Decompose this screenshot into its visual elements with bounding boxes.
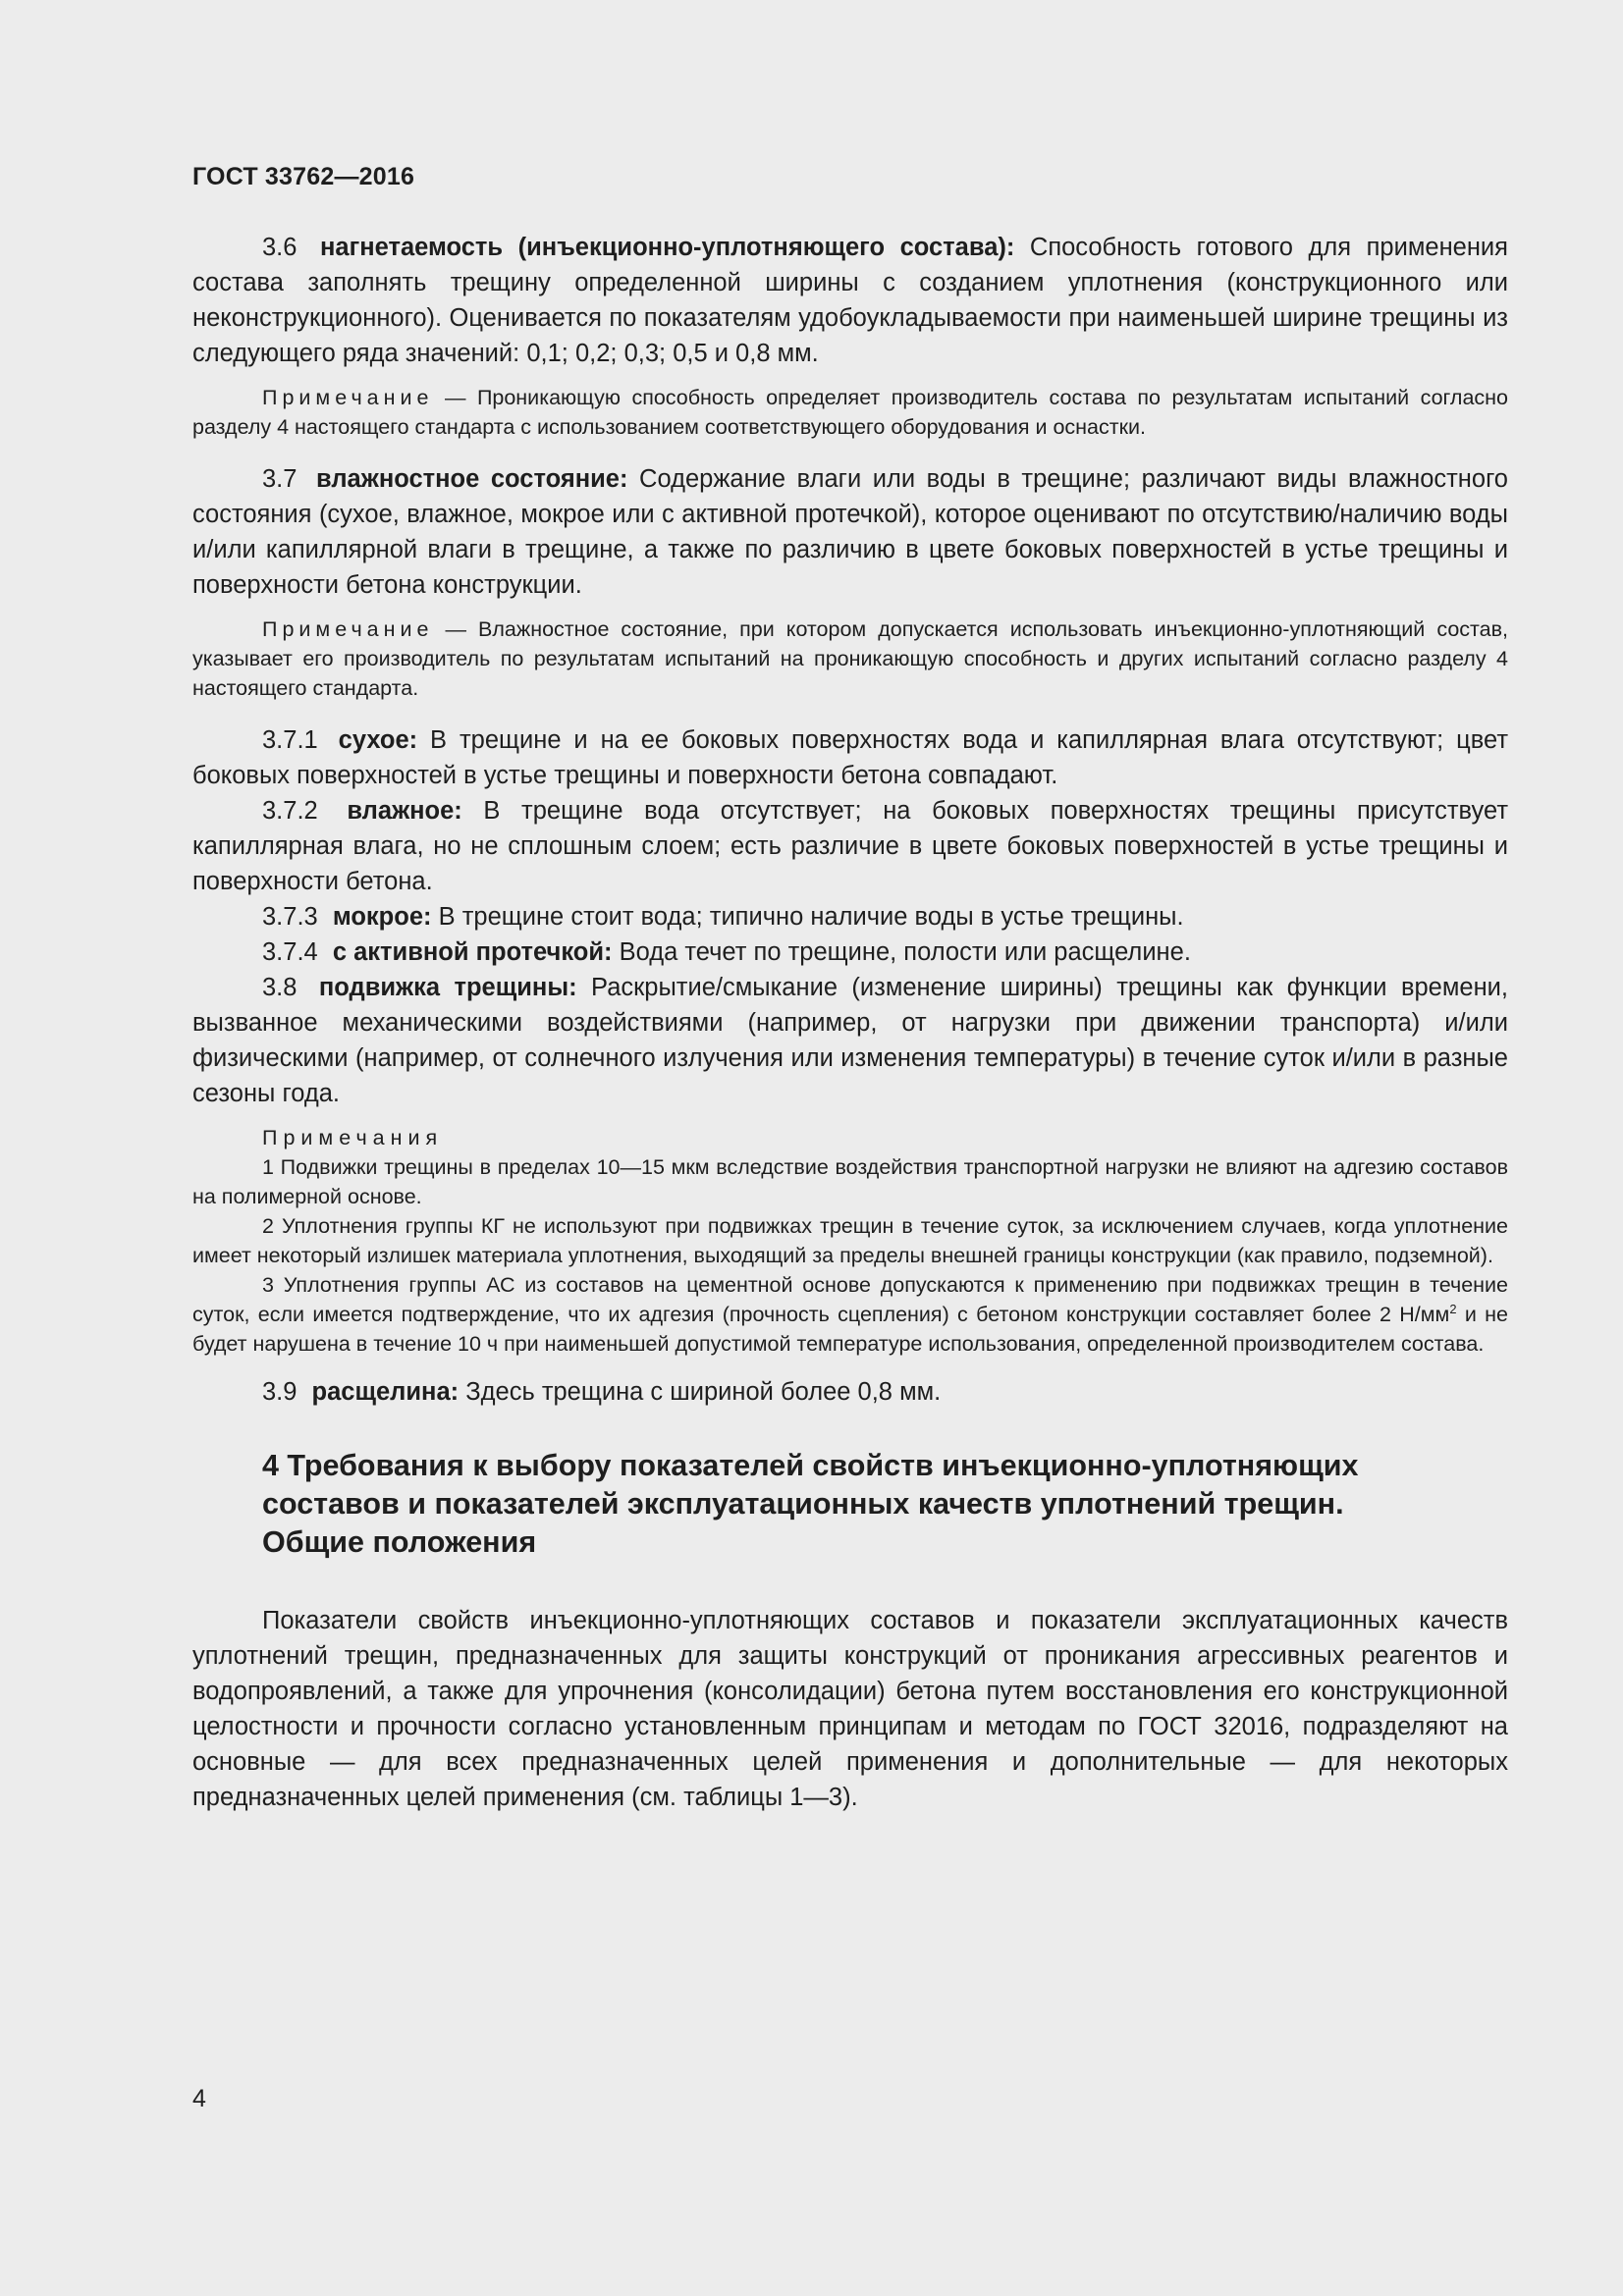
section-title-line: составов и показателей эксплуатационных качеств уплотнений трещин. xyxy=(262,1487,1344,1521)
clause-number: 3.8 xyxy=(262,974,298,1001)
note-item-2: 2 Уплотнения группы КГ не используют при подвижках трещин в течение суток, за исключением случаев, когда уплотнение имеет некоторый излишек материала уплотнения, выходящий за пределы внешней границы конструкции (как правило, подземной). xyxy=(192,1214,1508,1267)
clause-number: 3.9 xyxy=(262,1378,298,1406)
section-title-line: Общие положения xyxy=(262,1525,537,1559)
clause-term: влажностное состояние: xyxy=(316,465,628,493)
note-text: — Влажностное состояние, при котором допускается использовать инъекционно-уплотняющий состав, указывает его производитель по результатам испытаний на проникающую способность и других испытаний согласно разделу 4 настоящего стандарта. xyxy=(192,617,1508,700)
notes-3-8 xyxy=(192,1123,1508,1359)
clause-3-7-3 xyxy=(192,899,1508,934)
clause-text: Здесь трещина с шириной более 0,8 мм. xyxy=(465,1378,942,1406)
clause-term: с активной протечкой: xyxy=(332,938,613,966)
document-code-header: ГОСТ 33762—2016 xyxy=(192,163,415,190)
clause-3-6 xyxy=(192,230,1508,371)
clause-number: 3.7.2 xyxy=(262,797,318,825)
clause-3-7 xyxy=(192,461,1508,603)
note-label: Примечание xyxy=(262,386,434,409)
clause-term: нагнетаемость (инъекционно-уплотняющего состава): xyxy=(320,234,1015,261)
note-item-3-part-a: 3 Уплотнения группы АС из составов на цементной основе допускаются к применению при подвижках трещин в течение суток, если имеется подтверждение, что их адгезия (прочность сцепления) с бетоном конструкции составляет более 2 Н/мм xyxy=(192,1273,1508,1326)
note-label: Примечание xyxy=(262,617,434,641)
clause-term: расщелина: xyxy=(311,1378,460,1406)
clause-term: влажное: xyxy=(347,797,462,825)
clause-text: Вода течет по трещине, полости или расщелине. xyxy=(619,938,1191,966)
note-text: — Проникающую способность определяет производитель состава по результатам испытаний согласно разделу 4 настоящего стандарта с использованием соответствующего оборудования и оснастки. xyxy=(192,386,1508,439)
clause-term: подвижка трещины: xyxy=(318,974,577,1001)
note-item-1: 1 Подвижки трещины в пределах 10—15 мкм вследствие воздействия транспортной нагрузки не влияют на адгезию составов на полимерной основе. xyxy=(192,1155,1508,1208)
section-4-body: Показатели свойств инъекционно-уплотняющих составов и показатели эксплуатационных качеств уплотнений трещин, предназначенных для защиты конструкций от проникания агрессивных реагентов и водопроявлений, а также для упрочнения (консолидации) бетона путем восстановления его конструкционной целостности и прочности согласно установленным принципам и методам по ГОСТ 32016, подразделяют на основные — для всех предназначенных целей применения и дополнительные — для некоторых предназначенных целей применения (см. таблицы 1—3). xyxy=(192,1607,1508,1811)
clause-text: В трещине и на ее боковых поверхностях вода и капиллярная влага отсутствуют; цвет боковых поверхностей в устье трещины и поверхности бетона совпадают. xyxy=(192,726,1508,789)
clause-text: Раскрытие/смыкание (изменение ширины) трещины как функции времени, вызванное механическими воздействиями (например, от нагрузки при движении транспорта) и/или физическими (например, от солнечного излучения или изменения температуры) в течение суток и/или в разные сезоны года. xyxy=(192,974,1508,1107)
document-body xyxy=(192,230,1508,1827)
clause-text: В трещине вода отсутствует; на боковых поверхностях трещины присутствует капиллярная влага, но не сплошным слоем; есть различие в цвете боковых поверхностей в устье трещины и поверхности бетона. xyxy=(192,797,1508,895)
clause-term: мокрое: xyxy=(332,903,432,931)
clause-text: Содержание влаги или воды в трещине; различают виды влажностного состояния (сухое, влажное, мокрое или с активной протечкой), которое оценивают по отсутствию/наличию воды и/или капиллярной влаги в трещине, а также по различию в цвете боковых поверхностей в устье трещины и поверхности бетона конструкции. xyxy=(192,465,1508,599)
clause-text: В трещине стоит вода; типично наличие воды в устье трещины. xyxy=(438,903,1184,931)
clause-number: 3.7.3 xyxy=(262,903,318,931)
clause-number: 3.7.4 xyxy=(262,938,318,966)
clause-number: 3.7 xyxy=(262,465,298,493)
page-number: 4 xyxy=(192,2085,206,2112)
clause-number: 3.6 xyxy=(262,234,298,261)
clause-term: сухое: xyxy=(338,726,418,754)
notes-heading: Примечания xyxy=(262,1126,444,1149)
clause-3-7-2 xyxy=(192,793,1508,899)
note-item-3 xyxy=(192,1270,1508,1359)
clause-text: Способность готового для применения состава заполнять трещину определенной ширины с созданием уплотнения (конструкционного или неконструкционного). Оценивается по показателям удобоукладываемости при наименьшей ширине трещины из следующего ряда значений: 0,1; 0,2; 0,3; 0,5 и 0,8 мм. xyxy=(192,234,1508,367)
clause-3-9 xyxy=(192,1374,1508,1410)
section-title-line: 4 Требования к выбору показателей свойств инъекционно-уплотняющих xyxy=(262,1449,1359,1482)
clause-3-7-4 xyxy=(192,934,1508,970)
clause-3-8 xyxy=(192,970,1508,1111)
section-4-title xyxy=(262,1447,1508,1562)
note-3-6 xyxy=(192,383,1508,442)
note-item-3-part-b: и не будет нарушена в течение 10 ч при наименьшей допустимой температуре использования, определенной производителем состава. xyxy=(192,1303,1509,1356)
note-3-7 xyxy=(192,614,1508,703)
clause-number: 3.7.1 xyxy=(262,726,318,754)
superscript: 2 xyxy=(1449,1301,1457,1316)
clause-3-7-1 xyxy=(192,722,1508,793)
